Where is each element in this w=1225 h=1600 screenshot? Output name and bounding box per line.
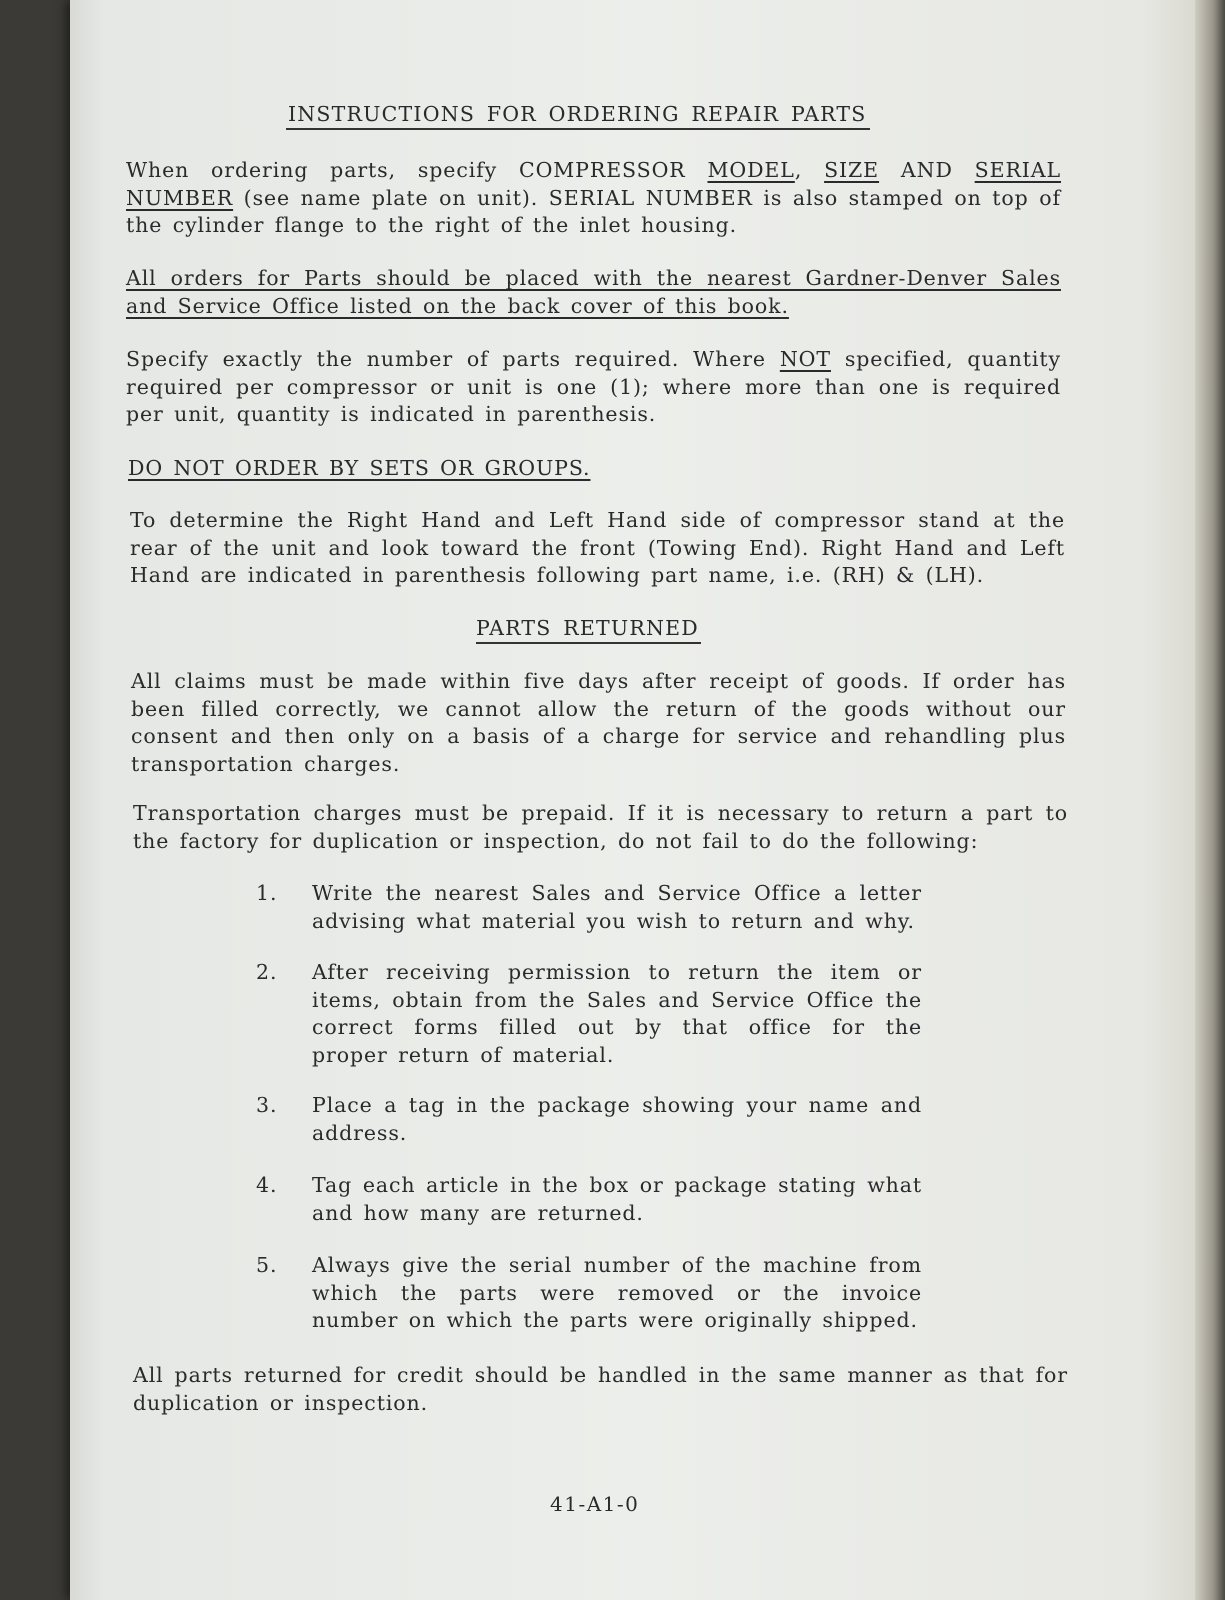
list-item: 4. Tag each article in the box or package stating what and how many are returned. bbox=[256, 1173, 922, 1225]
sets-warning: DO NOT ORDER BY SETS OR GROUPS. bbox=[128, 456, 591, 480]
credit-paragraph: All parts returned for credit should be handled in the same manner as that for duplication or inspection. bbox=[133, 1363, 1068, 1415]
page-edge bbox=[1195, 0, 1225, 1600]
claims-paragraph: All claims must be made within five days after receipt of goods. If order has been filled correctly, we cannot allow the return of the goods without our consent and then only on a basis of a charge for service and rehandling plus transportation charges. bbox=[131, 669, 1066, 776]
page-heading: INSTRUCTIONS FOR ORDERING REPAIR PARTS bbox=[286, 102, 870, 130]
list-item: 1. Write the nearest Sales and Service Office a letter advising what material you wish to return and why. bbox=[256, 881, 922, 933]
ordering-paragraph: When ordering parts, specify COMPRESSOR MODEL, SIZE AND SERIAL NUMBER (see name plate on unit). SERIAL NUMBER is also stamped on top of the cylinder flange to the right of the inlet housing. bbox=[126, 158, 1062, 237]
page-number: 41-A1-0 bbox=[550, 1492, 640, 1516]
orders-paragraph: All orders for Parts should be placed with the nearest Gardner-Denver Sales and Service Office listed on the back cover of this book. bbox=[126, 266, 1061, 318]
serial-number-term: SERIAL NUMBER bbox=[126, 158, 1062, 210]
parts-returned-heading: PARTS RETURNED bbox=[476, 616, 701, 644]
quantity-paragraph: Specify exactly the number of parts required. Where NOT specified, quantity required per compressor or unit is one (1); where more than one is required per unit, quantity is indicated in parenthesis. bbox=[126, 347, 1062, 426]
list-item: 5. Always give the serial number of the machine from which the parts were removed or the invoice number on which the parts were originally shipped. bbox=[256, 1253, 922, 1332]
transportation-paragraph: Transportation charges must be prepaid. If it is necessary to return a part to the factory for duplication or inspection, do not fail to do the following: bbox=[133, 801, 1068, 853]
list-item: 3. Place a tag in the package showing your name and address. bbox=[256, 1093, 922, 1145]
size-term: SIZE bbox=[824, 158, 880, 182]
list-item: 2. After receiving permission to return the item or items, obtain from the Sales and Service Office the correct forms filled out by that office for the proper return of material. bbox=[256, 960, 922, 1067]
model-term: MODEL bbox=[707, 158, 795, 182]
not-term: NOT bbox=[779, 347, 831, 371]
hand-side-paragraph: To determine the Right Hand and Left Hand side of compressor stand at the rear of the unit and look toward the front (Towing End). Right Hand and Left Hand are indicated in parenthesis following part name, i.e. (RH) & (LH). bbox=[130, 508, 1065, 587]
